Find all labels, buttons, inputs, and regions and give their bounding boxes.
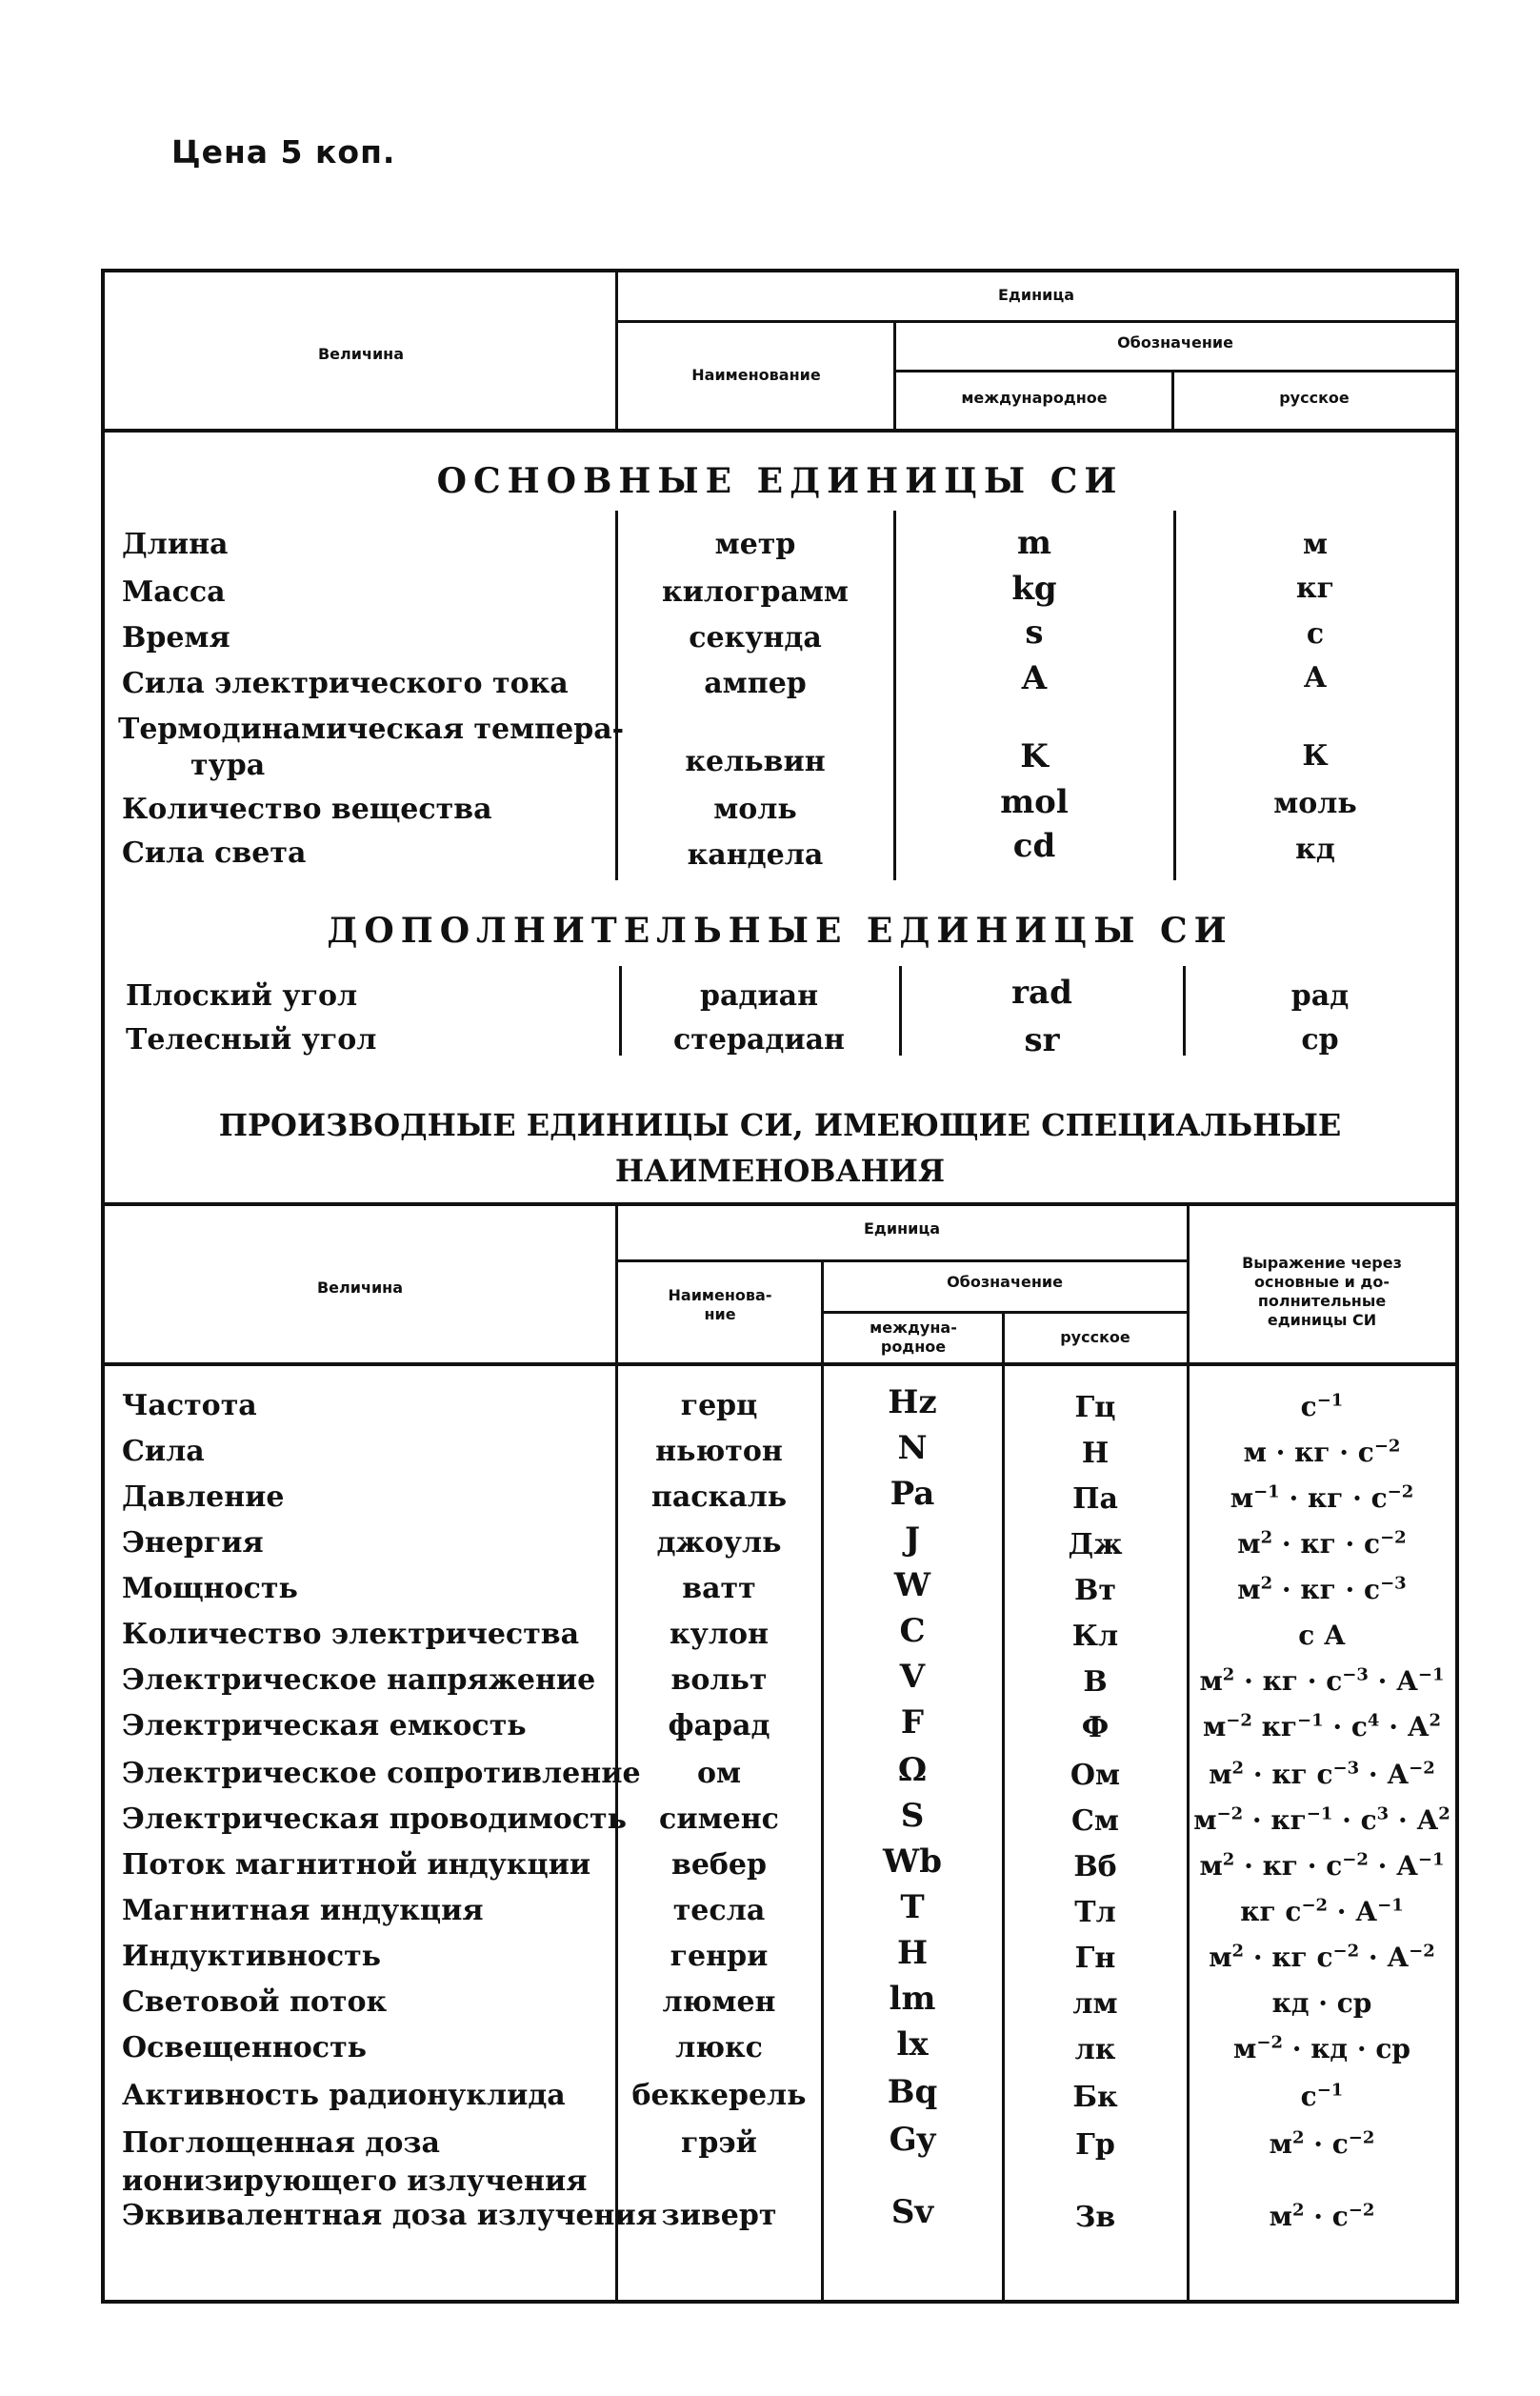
basic-rus-luminous: кд: [1295, 833, 1335, 866]
derived-expression: кг $с^{-2} \cdot А^{-1}$: [1240, 1895, 1404, 1927]
derived-intl-symbol: lx: [896, 2025, 929, 2064]
derived-quantity: Активность радионуклида: [122, 2079, 566, 2112]
derived-quantity: Давление: [122, 1480, 285, 1514]
basic-quantity-time: Время: [122, 621, 230, 654]
derived-intl-symbol: S: [900, 1797, 925, 1835]
derived-intl-symbol: Ω: [897, 1751, 928, 1789]
derived-quantity: Электрическое сопротивление: [122, 1757, 641, 1790]
derived-quantity: Поглощенная доза: [122, 2126, 440, 2160]
derived-quantity: Частота: [122, 1389, 257, 1422]
derived-unit-name: герц: [680, 1389, 758, 1422]
derived-quantity: Электрическая емкость: [122, 1709, 527, 1742]
derived-units-title-cont: НАИМЕНОВАНИЯ: [614, 1153, 946, 1189]
derived-rus-symbol: Вб: [1073, 1850, 1117, 1883]
basic-name-substance: моль: [713, 793, 797, 826]
basic-rus-time: с: [1306, 617, 1325, 651]
derived-rus-symbol: Дж: [1068, 1528, 1123, 1561]
derived-expression: м · кг · $с^{-2}$: [1243, 1436, 1401, 1468]
derived-rus-symbol: Ом: [1070, 1759, 1121, 1792]
derived-expression: $м^2$ · кг $с^{-3} \cdot А^{-2}$: [1209, 1758, 1435, 1790]
derived-quantity: Количество электричества: [122, 1618, 580, 1651]
basic-name-length: метр: [714, 528, 796, 561]
derived-expression: $м^2$ · кг $с^{-2} \cdot А^{-2}$: [1209, 1941, 1435, 1973]
derived-rus-symbol: Па: [1072, 1482, 1118, 1516]
derived-expression: $м^2$ · кг · $с^{-3} \cdot А^{-1}$: [1199, 1664, 1445, 1697]
basic-quantity-temperature-cont: тура: [190, 749, 266, 782]
derived-intl-symbol: F: [900, 1703, 925, 1742]
basic-intl-luminous: cd: [1012, 827, 1056, 865]
basic-rus-temperature: К: [1302, 739, 1329, 773]
supp-quantity-plane-angle: Плоский угол: [126, 979, 358, 1013]
derived-quantity-cont: ионизирующего излучения: [122, 2164, 588, 2198]
header2-expression-cont: полнительные: [1257, 1292, 1387, 1310]
derived-rus-symbol: Вт: [1074, 1574, 1116, 1607]
basic-intl-substance: mol: [1000, 783, 1069, 821]
derived-expression: $м^{-2}$ $кг^{-1} \cdot с^4 \cdot А^2$: [1202, 1710, 1442, 1742]
derived-unit-name: люмен: [662, 1985, 776, 2019]
header-quantity: Величина: [317, 345, 405, 363]
derived-rus-symbol: Кл: [1071, 1620, 1119, 1653]
header2-international: междуна-: [870, 1319, 957, 1337]
supplementary-units-title: ДОПОЛНИТЕЛЬНЫЕ ЕДИНИЦЫ СИ: [327, 911, 1233, 951]
derived-quantity: Световой поток: [122, 1985, 388, 2019]
header-international: международное: [961, 389, 1108, 407]
derived-unit-name: кулон: [670, 1618, 769, 1651]
basic-name-current: ампер: [704, 667, 807, 700]
derived-intl-symbol: Wb: [883, 1842, 942, 1881]
derived-rus-symbol: Н: [1081, 1437, 1110, 1470]
derived-unit-name: люкс: [675, 2031, 763, 2064]
derived-rus-symbol: См: [1071, 1804, 1119, 1838]
basic-quantity-temperature: Термодинамическая темпера-: [118, 713, 625, 746]
header-name: Наименование: [691, 366, 821, 384]
basic-name-temperature: кельвин: [685, 745, 826, 778]
derived-rus-symbol: Гр: [1075, 2128, 1115, 2162]
derived-quantity: Электрическое напряжение: [122, 1663, 596, 1697]
derived-intl-symbol: N: [897, 1429, 928, 1467]
derived-unit-name: фарад: [668, 1709, 770, 1742]
derived-unit-name: вольт: [670, 1663, 768, 1697]
derived-rus-symbol: лк: [1074, 2033, 1116, 2066]
header-russian: русское: [1279, 389, 1350, 407]
supp-name-solid-angle: стерадиан: [673, 1023, 845, 1057]
price-label: Цена 5 коп.: [171, 133, 396, 171]
derived-expression: $м^2 \cdot с^{-2}$: [1269, 2127, 1375, 2160]
derived-expression: $м^{-1}$ · кг · $с^{-2}$: [1230, 1481, 1414, 1514]
derived-expression: $с^{-1}$: [1300, 2080, 1344, 2112]
basic-units-title: ОСНОВНЫЕ ЕДИНИЦЫ СИ: [436, 461, 1124, 501]
derived-expression: $м^{-2} \cdot кг^{-1} \cdot с^3 \cdot А^2$: [1193, 1803, 1450, 1836]
derived-expression: $м^2 \cdot с^{-2}$: [1269, 2200, 1375, 2232]
derived-unit-name: сименс: [659, 1802, 779, 1836]
derived-intl-symbol: J: [904, 1520, 921, 1559]
header2-expression-cont: единицы СИ: [1267, 1311, 1377, 1329]
derived-unit-name: паскаль: [650, 1480, 788, 1514]
derived-rus-symbol: В: [1083, 1665, 1108, 1699]
basic-rus-length: м: [1302, 528, 1329, 561]
derived-rows: [105, 272, 1455, 2300]
header2-name: Наименова-: [668, 1286, 772, 1304]
derived-expression: с А: [1298, 1620, 1346, 1651]
derived-quantity: Мощность: [122, 1572, 298, 1605]
basic-intl-time: s: [1025, 614, 1044, 652]
derived-quantity: Освещенность: [122, 2031, 368, 2064]
derived-quantity: Энергия: [122, 1526, 264, 1560]
header2-international-cont: родное: [880, 1338, 947, 1356]
header-designation: Обозначение: [1117, 333, 1233, 352]
basic-name-luminous: кандела: [687, 838, 824, 872]
derived-rus-symbol: лм: [1072, 1987, 1118, 2021]
basic-quantity-substance: Количество вещества: [122, 793, 492, 826]
header2-russian: русское: [1060, 1328, 1130, 1346]
derived-rus-symbol: Ф: [1081, 1711, 1110, 1744]
derived-expression: $м^{-2}$ · кд · ср: [1233, 2032, 1410, 2064]
derived-quantity: Электрическая проводимость: [122, 1802, 627, 1836]
basic-quantity-luminous: Сила света: [122, 836, 307, 870]
derived-unit-name: тесла: [672, 1894, 766, 1927]
basic-intl-mass: kg: [1011, 570, 1057, 608]
basic-quantity-length: Длина: [122, 528, 229, 561]
derived-expression: кд · ср: [1271, 1987, 1372, 2019]
basic-quantity-mass: Масса: [122, 575, 226, 609]
derived-intl-symbol: Gy: [889, 2121, 936, 2159]
header2-unit: Единица: [864, 1219, 940, 1238]
derived-unit-name: ватт: [682, 1572, 756, 1605]
header2-quantity: Величина: [316, 1279, 404, 1297]
header-unit: Единица: [998, 286, 1074, 304]
derived-units-title: ПРОИЗВОДНЫЕ ЕДИНИЦЫ СИ, ИМЕЮЩИЕ СПЕЦИАЛЬНЫЕ: [218, 1107, 1342, 1143]
basic-intl-temperature: K: [1020, 737, 1049, 775]
supp-rus-plane-angle: рад: [1290, 979, 1350, 1013]
derived-rus-symbol: Гц: [1074, 1391, 1116, 1424]
derived-expression: $м^2$ · кг · $с^{-3}$: [1237, 1573, 1407, 1605]
derived-intl-symbol: Sv: [890, 2193, 934, 2231]
basic-rus-substance: моль: [1273, 787, 1357, 820]
supp-rus-solid-angle: ср: [1301, 1023, 1339, 1057]
derived-quantity: Поток магнитной индукции: [122, 1848, 591, 1882]
derived-unit-name: вебер: [670, 1848, 767, 1882]
derived-unit-name: джоуль: [656, 1526, 782, 1560]
derived-intl-symbol: Bq: [887, 2073, 938, 2111]
derived-unit-name: зиверт: [661, 2199, 777, 2232]
header2-designation: Обозначение: [947, 1273, 1063, 1291]
derived-quantity: Магнитная индукция: [122, 1894, 484, 1927]
derived-intl-symbol: C: [899, 1612, 926, 1650]
derived-unit-name: беккерель: [631, 2079, 807, 2112]
supp-intl-solid-angle: sr: [1024, 1021, 1060, 1059]
derived-unit-name: ньютон: [655, 1435, 783, 1468]
derived-intl-symbol: H: [896, 1934, 929, 1972]
derived-quantity: Индуктивность: [122, 1940, 382, 1973]
basic-intl-length: m: [1017, 524, 1051, 562]
derived-expression: $с^{-1}$: [1300, 1390, 1344, 1422]
derived-unit-name: грэй: [681, 2126, 757, 2160]
basic-name-time: секунда: [689, 621, 822, 654]
derived-quantity: Эквивалентная доза излучения: [122, 2199, 657, 2232]
si-units-table: [101, 269, 1459, 2304]
derived-intl-symbol: Pa: [890, 1475, 935, 1513]
derived-intl-symbol: V: [899, 1658, 926, 1696]
basic-name-mass: килограмм: [662, 575, 849, 609]
basic-intl-current: A: [1021, 659, 1048, 697]
basic-rus-current: А: [1303, 661, 1328, 695]
derived-intl-symbol: Hz: [888, 1383, 937, 1421]
derived-unit-name: генри: [670, 1940, 769, 1973]
basic-rus-mass: кг: [1295, 572, 1335, 605]
derived-unit-name: ом: [696, 1757, 742, 1790]
derived-rus-symbol: Зв: [1074, 2201, 1116, 2234]
derived-expression: $м^2$ · кг · $с^{-2} \cdot А^{-1}$: [1199, 1849, 1445, 1882]
supp-quantity-solid-angle: Телесный угол: [126, 1023, 377, 1057]
supp-intl-plane-angle: rad: [1011, 974, 1072, 1012]
derived-rus-symbol: Бк: [1072, 2081, 1118, 2114]
derived-intl-symbol: T: [900, 1888, 925, 1926]
derived-rus-symbol: Гн: [1074, 1942, 1116, 1975]
derived-rus-symbol: Тл: [1074, 1896, 1116, 1929]
header2-name-cont: ние: [704, 1305, 736, 1323]
derived-expression: $м^2$ · кг · $с^{-2}$: [1237, 1527, 1407, 1560]
derived-intl-symbol: lm: [889, 1980, 936, 2018]
header2-expression: Выражение через: [1242, 1254, 1402, 1272]
derived-intl-symbol: W: [893, 1566, 931, 1604]
basic-quantity-current: Сила электрического тока: [122, 667, 569, 700]
derived-quantity: Сила: [122, 1435, 205, 1468]
header2-expression-cont: основные и до-: [1254, 1273, 1390, 1291]
supp-name-plane-angle: радиан: [699, 979, 819, 1013]
